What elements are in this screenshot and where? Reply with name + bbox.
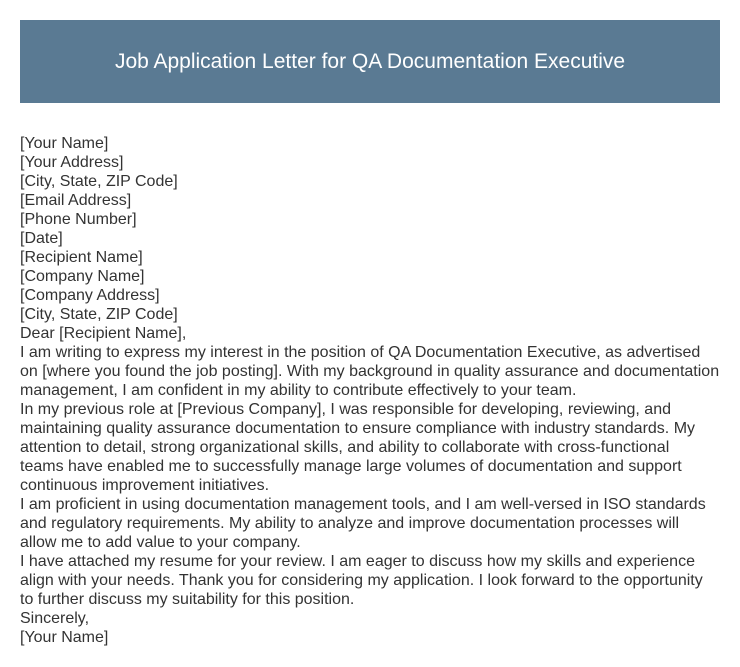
paragraph-line: on [where you found the job posting]. With my background in quality assurance and documentation — [20, 363, 720, 380]
sender-city-state-zip: [City, State, ZIP Code] — [20, 173, 178, 190]
paragraph-line: and regulatory requirements. My ability to analyze and improve documentation processes will — [20, 515, 679, 532]
sender-name: [Your Name] — [20, 135, 109, 152]
sender-email: [Email Address] — [20, 192, 132, 209]
signature-name: [Your Name] — [20, 629, 109, 646]
page-title: Job Application Letter for QA Documentation Executive — [114, 49, 626, 73]
paragraph-line: I am proficient in using documentation management tools, and I am well-versed in ISO standards — [20, 496, 706, 513]
salutation: Dear [Recipient Name], — [20, 325, 187, 342]
paragraph-skills — [20, 495, 720, 552]
sender-block — [20, 134, 720, 248]
sender-address: [Your Address] — [20, 154, 124, 171]
paragraph-line: align with your needs. Thank you for considering my application. I look forward to the opportunity — [20, 572, 703, 589]
recipient-company-address: [Company Address] — [20, 287, 160, 304]
recipient-city-state-zip: [City, State, ZIP Code] — [20, 306, 178, 323]
paragraph-line: I am writing to express my interest in the position of QA Documentation Executive, as advertised — [20, 344, 701, 361]
closing: Sincerely, — [20, 610, 90, 627]
letter-body — [20, 134, 720, 647]
paragraph-closing — [20, 552, 720, 609]
paragraph-line: maintaining quality assurance documentation to ensure compliance with industry standards. My — [20, 420, 696, 437]
paragraph-line: continuous improvement initiatives. — [20, 477, 270, 494]
paragraph-line: teams have enabled me to successfully manage large volumes of documentation and support — [20, 458, 682, 475]
paragraph-line: to further discuss my suitability for this position. — [20, 591, 355, 608]
recipient-company: [Company Name] — [20, 268, 145, 285]
letter-date: [Date] — [20, 230, 63, 247]
paragraph-intro — [20, 343, 720, 400]
paragraph-line: management, I am confident in my ability to contribute effectively to your team. — [20, 382, 577, 399]
paragraph-experience — [20, 400, 720, 495]
recipient-name: [Recipient Name] — [20, 249, 143, 266]
sender-phone: [Phone Number] — [20, 211, 137, 228]
paragraph-line: I have attached my resume for your review. I am eager to discuss how my skills and experience — [20, 553, 695, 570]
paragraph-line: allow me to add value to your company. — [20, 534, 301, 551]
recipient-block — [20, 248, 720, 324]
paragraph-line: attention to detail, strong organizational skills, and ability to collaborate with cross-functional — [20, 439, 670, 456]
title-banner — [20, 20, 720, 103]
paragraph-line: In my previous role at [Previous Company], I was responsible for developing, reviewing, and — [20, 401, 671, 418]
